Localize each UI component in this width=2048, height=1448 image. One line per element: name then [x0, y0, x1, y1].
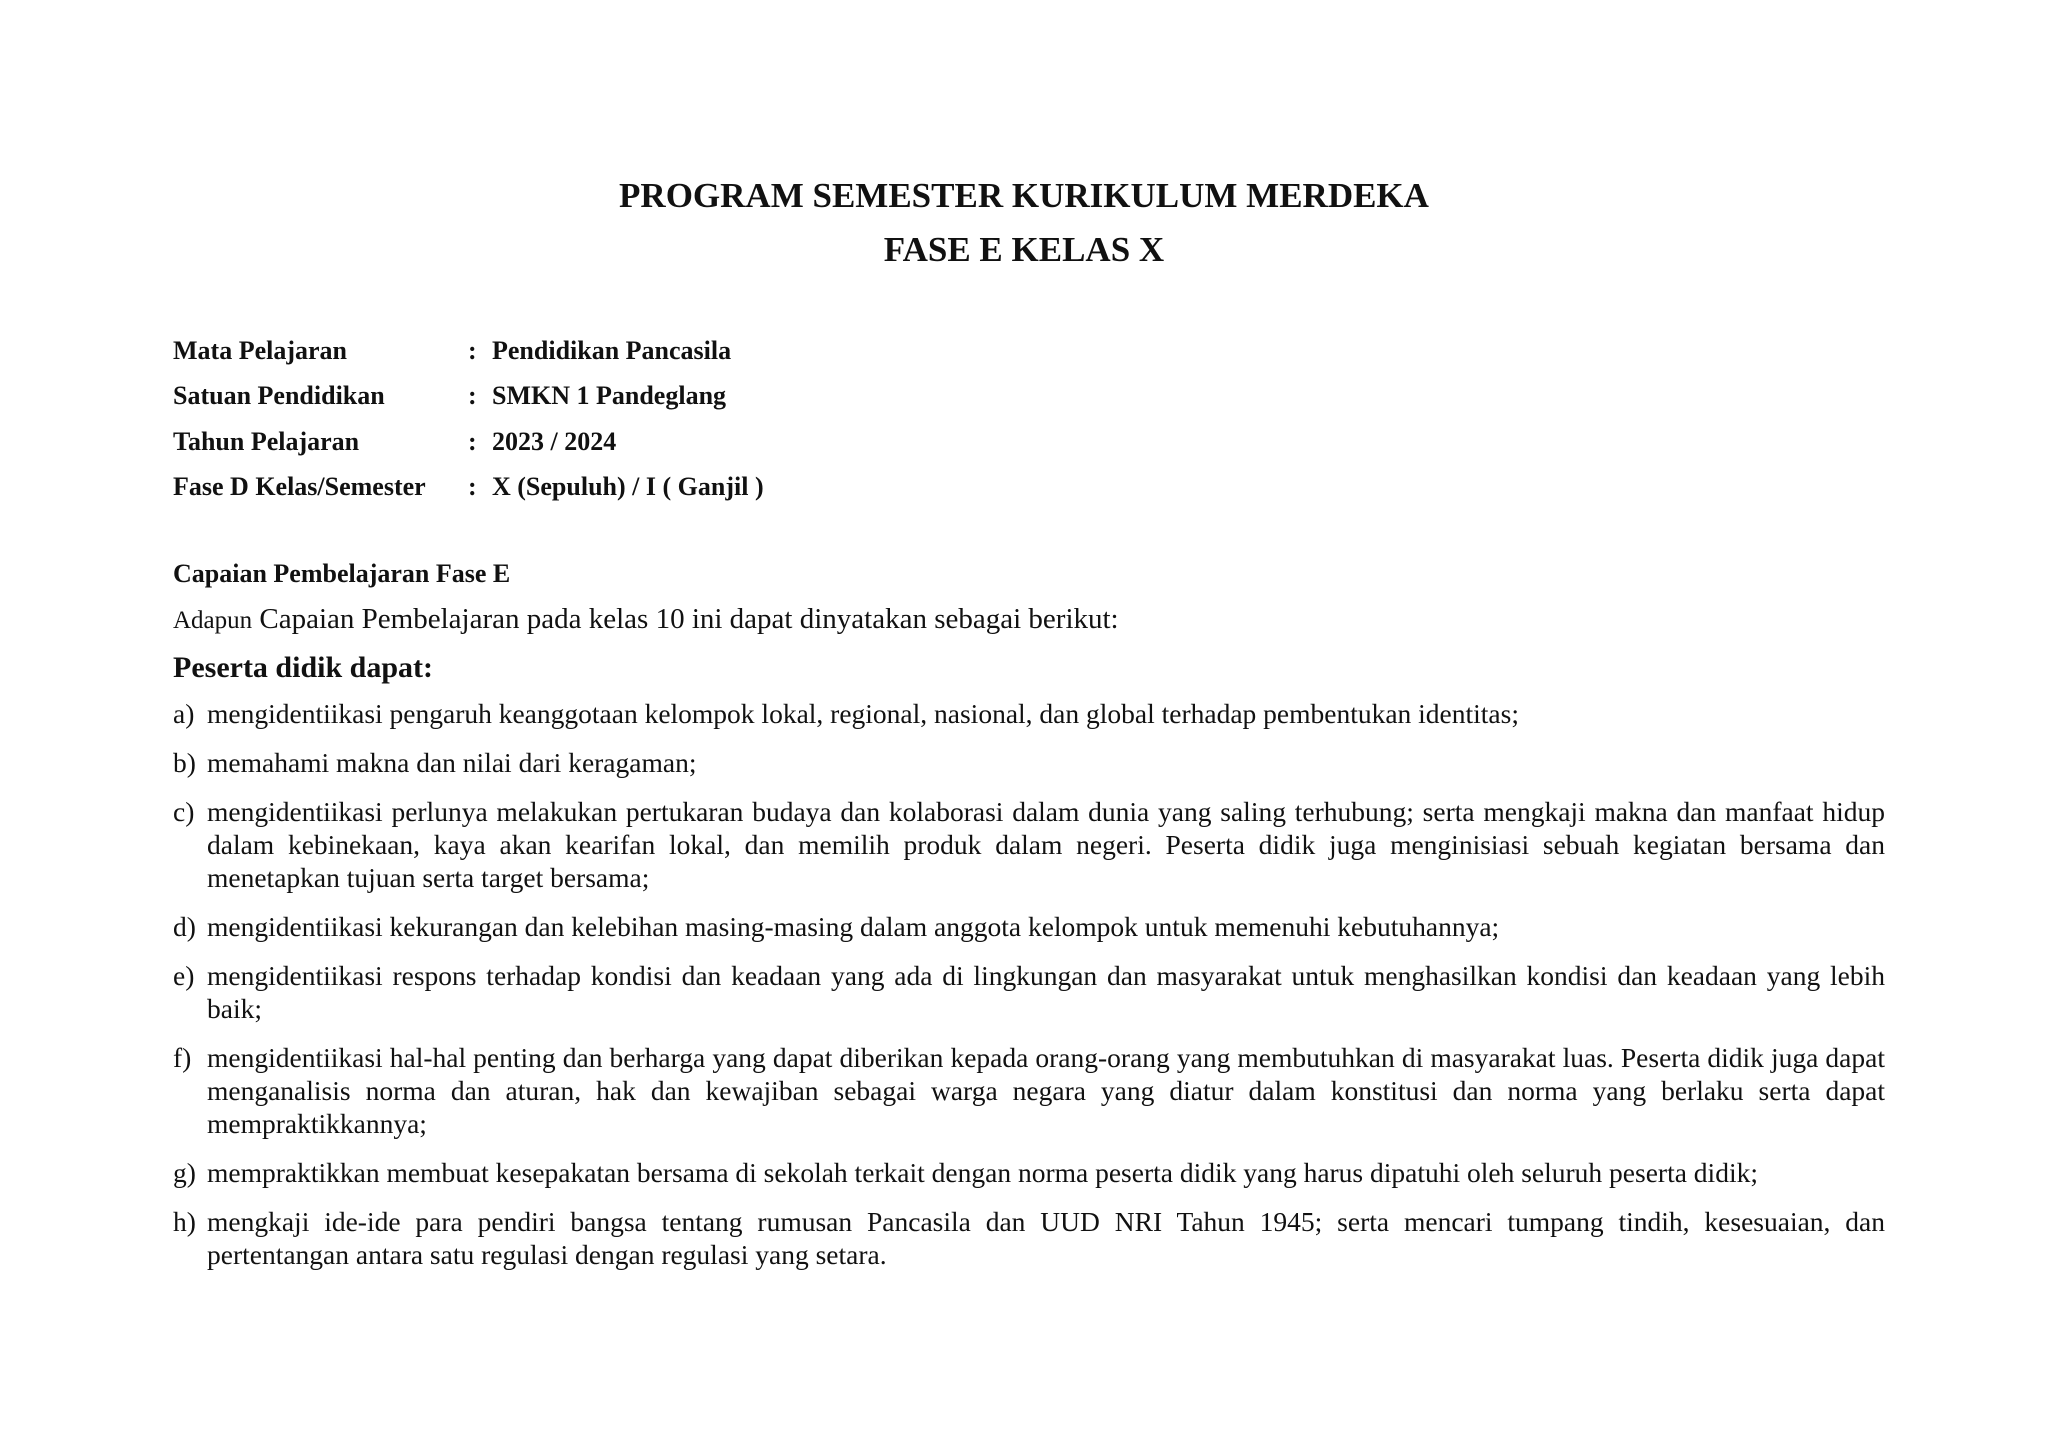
list-item	[173, 1041, 1885, 1140]
list-item-text: mempraktikkan membuat kesepakatan bersama di sekolah terkait dengan norma peserta didik yang harus dipatuhi oleh seluruh peserta didik;	[207, 1157, 1758, 1188]
list-item	[173, 697, 1885, 730]
meta-label: Fase D Kelas/Semester	[173, 472, 426, 502]
list-item-text: mengidentiikasi respons terhadap kondisi dan keadaan yang ada di lingkungan dan masyarakat untuk menghasilkan kondisi dan keadaan yang lebih baik;	[207, 960, 1885, 1024]
intro-paragraph	[173, 600, 1119, 640]
list-item-letter: d)	[173, 911, 196, 942]
meta-colon: :	[468, 381, 477, 411]
meta-label: Satuan Pendidikan	[173, 381, 385, 411]
list-item	[173, 1205, 1885, 1271]
document-meta-table	[173, 328, 764, 510]
meta-label: Mata Pelajaran	[173, 335, 348, 365]
meta-value: Pendidikan Pancasila	[492, 335, 732, 365]
list-item-letter: h)	[173, 1206, 196, 1237]
list-item-letter: g)	[173, 1157, 196, 1188]
intro-prefix: Adapun	[173, 607, 253, 634]
section-heading: Capaian Pembelajaran Fase E	[173, 559, 511, 588]
list-item-text: mengkaji ide-ide para pendiri bangsa tentang rumusan Pancasila dan UUD NRI Tahun 1945; serta mencari tumpang tindih, kesesuaian, dan pertentangan antara satu regulasi dengan regulasi yang setara.	[207, 1206, 1885, 1270]
list-item	[173, 746, 1885, 779]
list-item-letter: a)	[173, 698, 195, 729]
list-item-text: mengidentiikasi hal-hal penting dan berharga yang dapat diberikan kepada orang-orang yang membutuhkan di masyarakat luas. Peserta didik juga dapat menganalisis norma dan aturan, hak dan kewajiban sebagai warga negara yang diatur dalam konstitusi dan norma yang berlaku serta dapat mempraktikkannya;	[207, 1042, 1885, 1139]
meta-value: 2023 / 2024	[492, 426, 617, 456]
meta-label: Tahun Pelajaran	[173, 426, 360, 456]
meta-row-school	[173, 374, 764, 420]
list-item	[173, 1156, 1885, 1189]
list-item-text: memahami makna dan nilai dari keragaman;	[207, 747, 697, 778]
document-title: PROGRAM SEMESTER KURIKULUM MERDEKA	[619, 176, 1429, 215]
list-item	[173, 959, 1885, 1025]
list-item-letter: f)	[173, 1042, 192, 1073]
list-item	[173, 910, 1885, 943]
meta-row-subject	[173, 328, 764, 374]
meta-row-year	[173, 419, 764, 465]
intro-rest: Capaian Pembelajaran pada kelas 10 ini dapat dinyatakan sebagai berikut:	[252, 603, 1119, 635]
list-item-text: mengidentiikasi perlunya melakukan pertukaran budaya dan kolaborasi dalam dunia yang saling terhubung; serta mengkaji makna dan manfaat hidup dalam kebinekaan, kaya akan kearifan lokal, dan memilih produk dalam negeri. Peserta didik juga menginisiasi sebuah kegiatan bersama dan menetapkan tujuan serta target bersama;	[207, 796, 1885, 893]
meta-value: SMKN 1 Pandeglang	[492, 381, 727, 411]
outcomes-list	[173, 697, 1885, 1287]
list-item-letter: e)	[173, 960, 195, 991]
list-item-letter: c)	[173, 796, 195, 827]
list-item-letter: b)	[173, 747, 196, 778]
list-item-text: mengidentiikasi pengaruh keanggotaan kelompok lokal, regional, nasional, dan global terhadap pembentukan identitas;	[207, 698, 1519, 729]
meta-value: X (Sepuluh) / I ( Ganjil )	[492, 472, 764, 502]
meta-row-class-semester	[173, 465, 764, 511]
meta-colon: :	[468, 426, 477, 456]
list-item	[173, 795, 1885, 894]
meta-colon: :	[468, 335, 477, 365]
meta-colon: :	[468, 472, 477, 502]
document-subtitle: FASE E KELAS X	[883, 230, 1165, 269]
lead-sentence: Peserta didik dapat:	[173, 651, 434, 684]
list-item-text: mengidentiikasi kekurangan dan kelebihan masing-masing dalam anggota kelompok untuk memenuhi kebutuhannya;	[207, 911, 1500, 942]
